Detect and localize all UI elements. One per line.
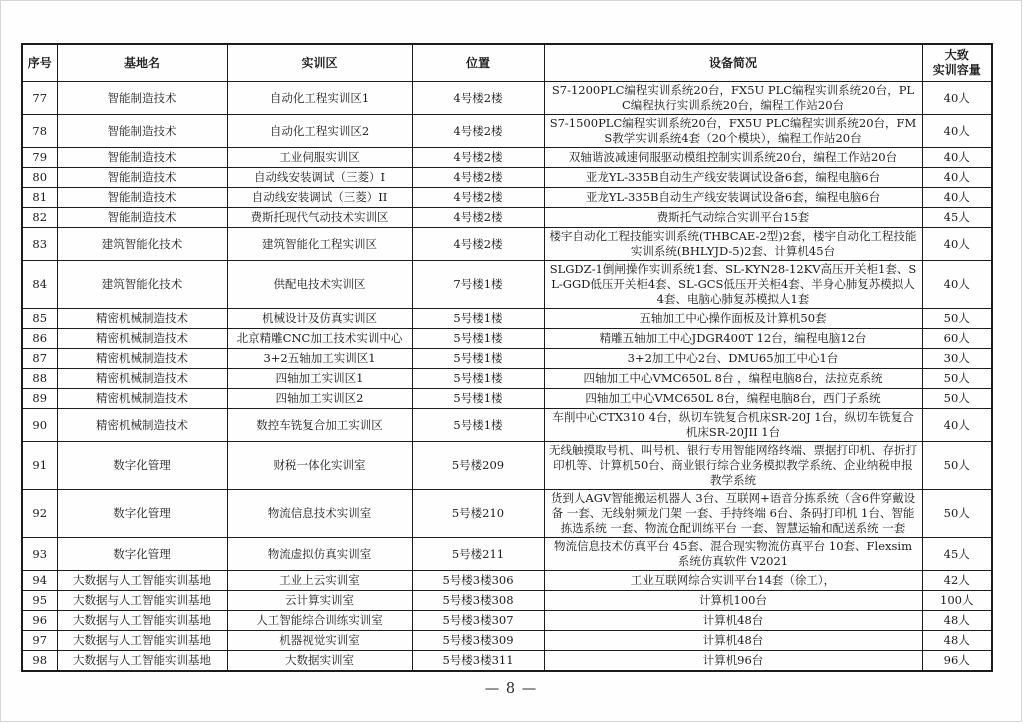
cell-base-name: 建筑智能化技术 (57, 261, 227, 309)
cell-location: 5号楼209 (412, 442, 544, 490)
table-body (22, 82, 992, 672)
cell-serial: 84 (22, 261, 57, 309)
cell-capacity: 50人 (922, 369, 992, 389)
cell-capacity: 40人 (922, 168, 992, 188)
cell-training-area: 人工智能综合训练实训室 (227, 611, 412, 631)
table-row (22, 228, 992, 261)
cell-equipment (544, 651, 922, 672)
table-row (22, 611, 992, 631)
cell-equipment (544, 538, 922, 571)
cell-equipment (544, 329, 922, 349)
cell-serial: 83 (22, 228, 57, 261)
cell-equipment-text: 四轴加工中心VMC650L 8台 ，编程电脑8台，法拉克系统 (583, 371, 883, 385)
table-row (22, 148, 992, 168)
cell-base-name: 精密机械制造技术 (57, 349, 227, 369)
table-row (22, 631, 992, 651)
cell-location: 4号楼2楼 (412, 148, 544, 168)
cell-equipment (544, 389, 922, 409)
cell-location: 5号楼3楼309 (412, 631, 544, 651)
cell-capacity: 50人 (922, 442, 992, 490)
cell-base-name: 数字化管理 (57, 490, 227, 538)
cell-training-area: 物流信息技术实训室 (227, 490, 412, 538)
cell-serial: 87 (22, 349, 57, 369)
cell-capacity: 60人 (922, 329, 992, 349)
cell-location: 4号楼2楼 (412, 168, 544, 188)
cell-equipment-text: S7-1500PLC编程实训系统20台，FX5U PLC编程实训系统20台，FMS教学实训系统4套（20个模块），编程工作站20台 (549, 116, 917, 145)
cell-equipment-text: 计算机100台 (699, 593, 767, 607)
table-row (22, 261, 992, 309)
cell-equipment-text: 车削中心CTX310 4台，纵切车铣复合机床SR-20J 1台，纵切车铣复合机床SR-20JII 1台 (552, 410, 914, 439)
cell-capacity: 48人 (922, 611, 992, 631)
header-base: 基地名 (57, 44, 227, 82)
cell-base-name: 大数据与人工智能实训基地 (57, 591, 227, 611)
cell-equipment-text: 亚龙YL-335B自动生产线安装调试设备6套，编程电脑6台 (585, 190, 881, 204)
header-capacity-line1: 大致 (944, 48, 969, 62)
cell-base-name: 智能制造技术 (57, 208, 227, 228)
cell-capacity: 50人 (922, 389, 992, 409)
table-row (22, 329, 992, 349)
cell-training-area: 费斯托现代气动技术实训区 (227, 208, 412, 228)
cell-equipment-text: SLGDZ-1倒闸操作实训系统1套、SL-KYN28-12KV高压开关柜1套、SL-GGD低压开关柜4套、SL-GCS低压开关柜4套、半身心肺复苏模拟人4套、电脑心肺复苏模拟人1套 (549, 262, 917, 306)
header-row (22, 44, 992, 82)
header-capacity (922, 44, 992, 82)
cell-location: 5号楼1楼 (412, 409, 544, 442)
cell-equipment (544, 442, 922, 490)
cell-base-name: 精密机械制造技术 (57, 389, 227, 409)
cell-base-name: 智能制造技术 (57, 188, 227, 208)
cell-training-area: 北京精雕CNC加工技术实训中心 (227, 329, 412, 349)
cell-capacity: 40人 (922, 188, 992, 208)
cell-training-area: 工业伺服实训区 (227, 148, 412, 168)
cell-location: 5号楼1楼 (412, 389, 544, 409)
cell-equipment (544, 261, 922, 309)
cell-training-area: 财税一体化实训室 (227, 442, 412, 490)
cell-equipment (544, 82, 922, 115)
cell-base-name: 大数据与人工智能实训基地 (57, 611, 227, 631)
cell-equipment-text: 计算机48台 (702, 633, 764, 647)
header-area: 实训区 (227, 44, 412, 82)
cell-equipment (544, 148, 922, 168)
table-row (22, 591, 992, 611)
cell-serial: 81 (22, 188, 57, 208)
cell-training-area: 数控车铣复合加工实训区 (227, 409, 412, 442)
cell-equipment-text: 物流信息技术仿真平台 45套、混合现实物流仿真平台 10套、Flexsim系统仿真软件 V2021 (553, 539, 912, 568)
cell-capacity: 40人 (922, 261, 992, 309)
table-row (22, 571, 992, 591)
cell-equipment-text: 计算机48台 (702, 613, 764, 627)
table-row (22, 369, 992, 389)
cell-equipment (544, 228, 922, 261)
cell-equipment (544, 631, 922, 651)
cell-location: 5号楼210 (412, 490, 544, 538)
cell-serial: 79 (22, 148, 57, 168)
header-equipment: 设备简况 (544, 44, 922, 82)
cell-equipment-text: 费斯托气动综合实训平台15套 (656, 210, 810, 224)
cell-equipment-text: 楼宇自动化工程技能实训系统(THBCAE-2型)2套，楼宇自动化工程技能实训系统(BHLYJD-5)2套、计算机45台 (549, 229, 917, 258)
cell-equipment (544, 115, 922, 148)
cell-capacity: 40人 (922, 115, 992, 148)
cell-base-name: 精密机械制造技术 (57, 369, 227, 389)
cell-training-area: 四轴加工实训区1 (227, 369, 412, 389)
cell-base-name: 大数据与人工智能实训基地 (57, 651, 227, 672)
cell-equipment-text: 3+2加工中心2台、DMU65加工中心1台 (627, 351, 839, 365)
cell-serial: 86 (22, 329, 57, 349)
cell-location: 5号楼1楼 (412, 309, 544, 329)
cell-equipment (544, 369, 922, 389)
cell-training-area: 自动线安装调试（三菱）II (227, 188, 412, 208)
cell-capacity: 45人 (922, 208, 992, 228)
cell-equipment (544, 611, 922, 631)
cell-location: 5号楼1楼 (412, 369, 544, 389)
cell-location: 5号楼3楼311 (412, 651, 544, 672)
page-number: — 8 — (484, 681, 538, 697)
cell-training-area: 云计算实训室 (227, 591, 412, 611)
table-row (22, 349, 992, 369)
cell-location: 4号楼2楼 (412, 115, 544, 148)
cell-base-name: 大数据与人工智能实训基地 (57, 631, 227, 651)
cell-base-name: 精密机械制造技术 (57, 409, 227, 442)
cell-equipment (544, 309, 922, 329)
cell-capacity: 40人 (922, 409, 992, 442)
cell-location: 4号楼2楼 (412, 82, 544, 115)
cell-serial: 90 (22, 409, 57, 442)
cell-capacity: 50人 (922, 490, 992, 538)
cell-training-area: 工业上云实训室 (227, 571, 412, 591)
cell-equipment (544, 409, 922, 442)
cell-base-name: 智能制造技术 (57, 168, 227, 188)
cell-serial: 95 (22, 591, 57, 611)
cell-training-area: 四轴加工实训区2 (227, 389, 412, 409)
cell-serial: 80 (22, 168, 57, 188)
cell-base-name: 数字化管理 (57, 538, 227, 571)
cell-equipment (544, 188, 922, 208)
cell-capacity: 96人 (922, 651, 992, 672)
cell-capacity: 40人 (922, 82, 992, 115)
cell-equipment-text: 计算机96台 (702, 653, 764, 667)
table-row (22, 208, 992, 228)
cell-location: 5号楼1楼 (412, 349, 544, 369)
cell-serial: 85 (22, 309, 57, 329)
cell-equipment (544, 208, 922, 228)
cell-base-name: 智能制造技术 (57, 115, 227, 148)
table-row (22, 309, 992, 329)
cell-capacity: 30人 (922, 349, 992, 369)
cell-serial: 97 (22, 631, 57, 651)
cell-training-area: 自动化工程实训区2 (227, 115, 412, 148)
cell-equipment (544, 591, 922, 611)
cell-training-area: 物流虚拟仿真实训室 (227, 538, 412, 571)
table-row (22, 490, 992, 538)
cell-serial: 92 (22, 490, 57, 538)
cell-base-name: 智能制造技术 (57, 82, 227, 115)
cell-serial: 91 (22, 442, 57, 490)
cell-serial: 82 (22, 208, 57, 228)
cell-training-area: 自动线安装调试（三菱）I (227, 168, 412, 188)
cell-equipment-text: 精雕五轴加工中心JDGR400T 12台，编程电脑12台 (599, 331, 867, 345)
cell-location: 4号楼2楼 (412, 228, 544, 261)
cell-equipment (544, 349, 922, 369)
cell-location: 4号楼2楼 (412, 208, 544, 228)
cell-serial: 98 (22, 651, 57, 672)
cell-serial: 93 (22, 538, 57, 571)
cell-equipment-text: 五轴加工中心操作面板及计算机50套 (639, 311, 827, 325)
cell-capacity: 50人 (922, 309, 992, 329)
cell-capacity: 100人 (922, 591, 992, 611)
table-row (22, 389, 992, 409)
cell-location: 5号楼3楼308 (412, 591, 544, 611)
cell-base-name: 建筑智能化技术 (57, 228, 227, 261)
cell-training-area: 机械设计及仿真实训区 (227, 309, 412, 329)
cell-equipment-text: 亚龙YL-335B自动生产线安装调试设备6套，编程电脑6台 (585, 170, 881, 184)
cell-capacity: 45人 (922, 538, 992, 571)
table-header (22, 44, 992, 82)
table-row (22, 115, 992, 148)
cell-base-name: 精密机械制造技术 (57, 329, 227, 349)
cell-equipment (544, 490, 922, 538)
header-location: 位置 (412, 44, 544, 82)
cell-capacity: 40人 (922, 148, 992, 168)
cell-capacity: 40人 (922, 228, 992, 261)
cell-equipment-text: 货到人AGV智能搬运机器人 3台、互联网+语音分拣系统（含6件穿戴设备 一套、无线射频龙门架 一套、手持终端 6台、条码打印机 1台、智能拣选系统 一套、物流仓配训练平台 一套、智慧运输和配送系统 一套 (550, 491, 916, 535)
cell-location: 5号楼1楼 (412, 329, 544, 349)
cell-equipment (544, 168, 922, 188)
table-row (22, 538, 992, 571)
header-capacity-line2: 实训容量 (932, 63, 981, 77)
cell-base-name: 数字化管理 (57, 442, 227, 490)
table-row (22, 82, 992, 115)
cell-serial: 78 (22, 115, 57, 148)
table-row (22, 168, 992, 188)
cell-serial: 89 (22, 389, 57, 409)
cell-training-area: 供配电技术实训区 (227, 261, 412, 309)
cell-serial: 77 (22, 82, 57, 115)
cell-location: 5号楼3楼306 (412, 571, 544, 591)
table-row (22, 442, 992, 490)
cell-capacity: 48人 (922, 631, 992, 651)
cell-equipment-text: 双轴谐波减速伺服驱动模组控制实训系统20台，编程工作站20台 (568, 150, 898, 164)
table-row (22, 409, 992, 442)
cell-training-area: 建筑智能化工程实训区 (227, 228, 412, 261)
header-serial: 序号 (22, 44, 57, 82)
cell-training-area: 大数据实训室 (227, 651, 412, 672)
cell-serial: 94 (22, 571, 57, 591)
cell-equipment-text: 四轴加工中心VMC650L 8台，编程电脑8台，西门子系统 (585, 391, 881, 405)
cell-base-name: 大数据与人工智能实训基地 (57, 571, 227, 591)
cell-equipment-text: S7-1200PLC编程实训系统20台，FX5U PLC编程实训系统20台，PLC编程执行实训系统20台，编程工作站20台 (551, 83, 915, 112)
cell-location: 7号楼1楼 (412, 261, 544, 309)
cell-equipment-text: 无线触摸取号机、叫号机、银行专用智能网络终端、票据打印机、存折打印机等、计算机50台、商业银行综合业务模拟教学系统、企业纳税申报教学系统 (549, 443, 917, 487)
cell-location: 5号楼3楼307 (412, 611, 544, 631)
cell-location: 4号楼2楼 (412, 188, 544, 208)
cell-equipment (544, 571, 922, 591)
cell-base-name: 智能制造技术 (57, 148, 227, 168)
cell-location: 5号楼211 (412, 538, 544, 571)
table-row (22, 188, 992, 208)
cell-serial: 96 (22, 611, 57, 631)
cell-base-name: 精密机械制造技术 (57, 309, 227, 329)
cell-training-area: 自动化工程实训区1 (227, 82, 412, 115)
cell-serial: 88 (22, 369, 57, 389)
cell-capacity: 42人 (922, 571, 992, 591)
table-row (22, 651, 992, 672)
cell-equipment-text: 工业互联网综合实训平台14套（徐工）， (630, 573, 836, 587)
cell-training-area: 3+2五轴加工实训区1 (227, 349, 412, 369)
cell-training-area: 机器视觉实训室 (227, 631, 412, 651)
training-base-table (21, 43, 993, 672)
